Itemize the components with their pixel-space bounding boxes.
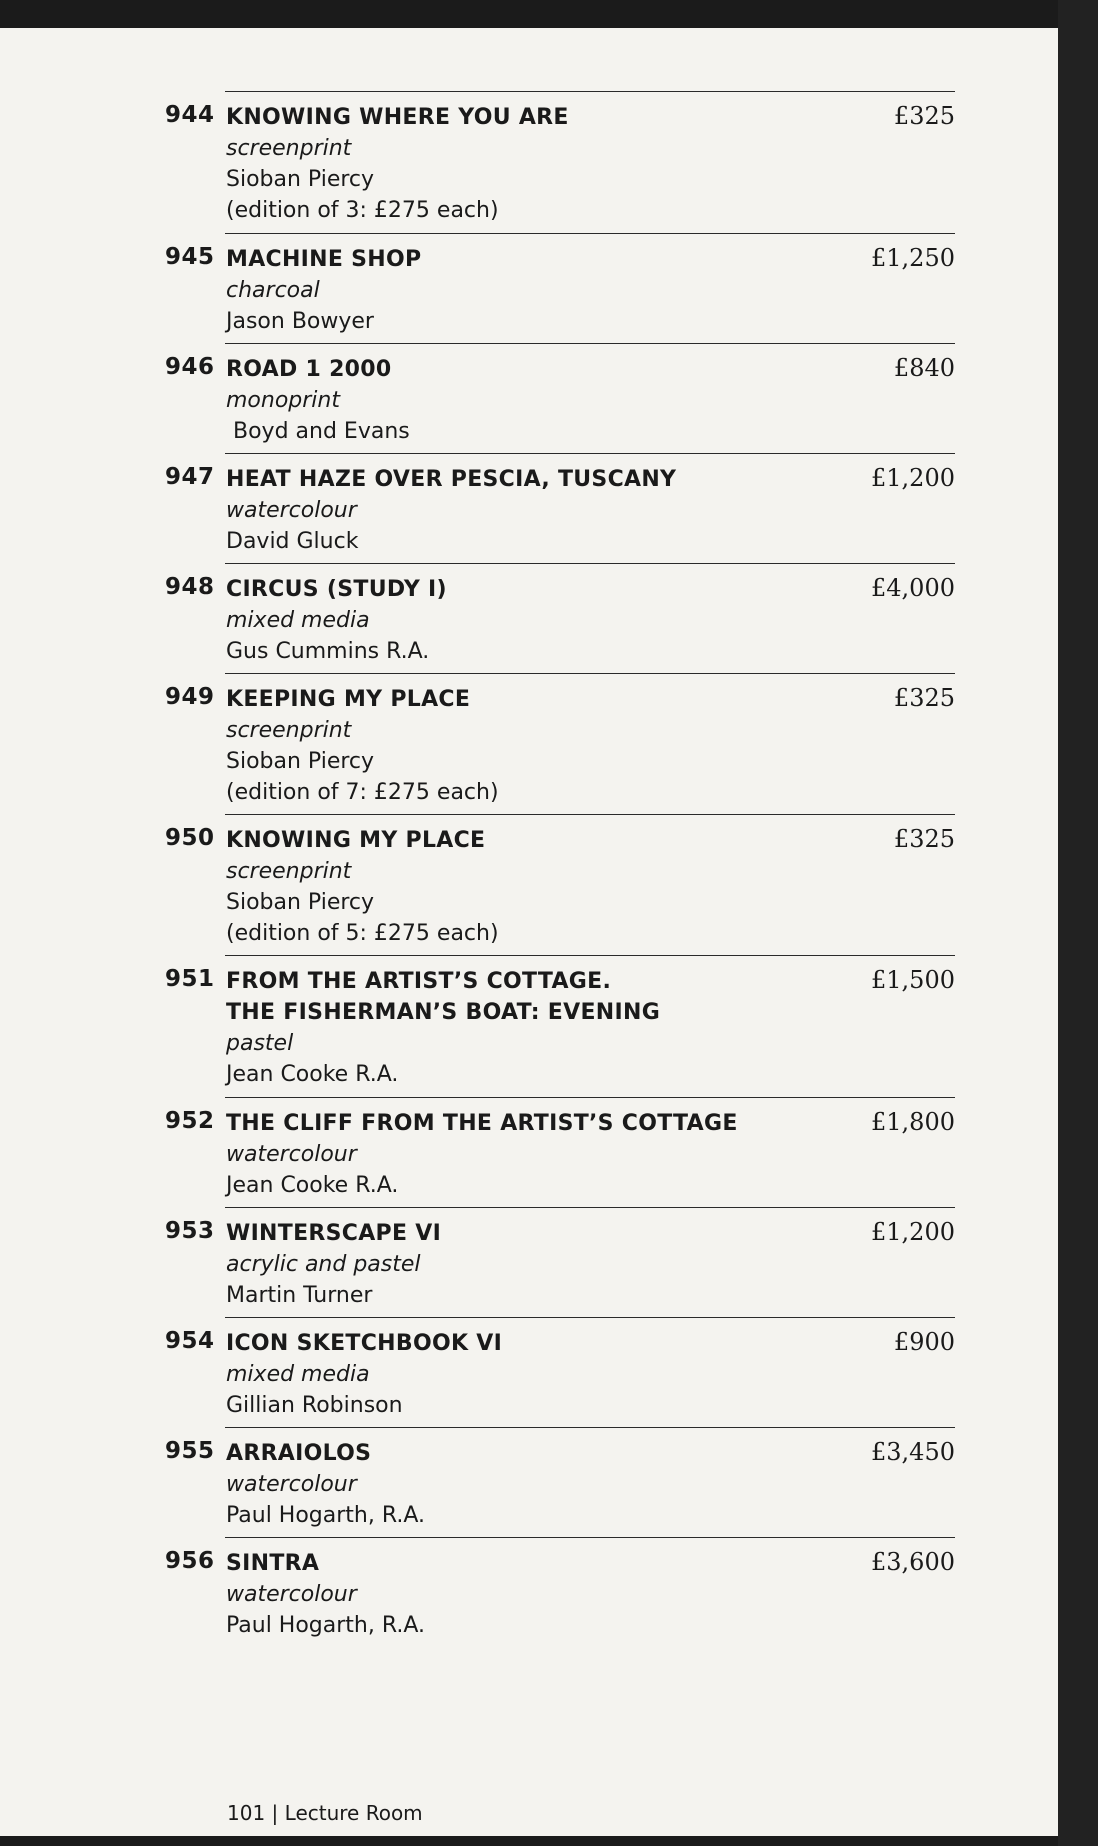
entry-edition-note: (edition of 3: £275 each) bbox=[226, 198, 499, 223]
entry-title: SINTRA bbox=[226, 1551, 320, 1576]
entry-number: 947 bbox=[165, 464, 215, 490]
entry-number: 953 bbox=[165, 1218, 215, 1244]
entry-edition-note: (edition of 5: £275 each) bbox=[226, 921, 499, 946]
scan-background bbox=[1058, 0, 1098, 1846]
entry-title: WINTERSCAPE VI bbox=[226, 1221, 442, 1246]
entry-price: £1,200 bbox=[871, 1218, 955, 1246]
catalogue-entry bbox=[165, 453, 955, 562]
entry-artist: Martin Turner bbox=[226, 1283, 373, 1308]
catalogue-list bbox=[0, 28, 1058, 1836]
entry-price: £1,800 bbox=[871, 1108, 955, 1136]
entry-price: £3,600 bbox=[871, 1548, 955, 1576]
entry-artist: Paul Hogarth, R.A. bbox=[226, 1503, 426, 1528]
entry-title: THE CLIFF FROM THE ARTIST’S COTTAGE bbox=[226, 1111, 738, 1136]
entry-number: 948 bbox=[165, 574, 215, 600]
entry-medium: screenprint bbox=[226, 718, 352, 743]
entry-number: 956 bbox=[165, 1548, 215, 1574]
entry-price: £1,500 bbox=[871, 966, 955, 994]
entry-price: £900 bbox=[893, 1328, 955, 1356]
catalogue-entry bbox=[165, 814, 955, 954]
entry-medium: charcoal bbox=[226, 278, 320, 303]
entry-medium: watercolour bbox=[226, 1472, 357, 1497]
entry-number: 955 bbox=[165, 1438, 215, 1464]
entry-medium: screenprint bbox=[226, 859, 352, 884]
entry-artist: Gus Cummins R.A. bbox=[226, 639, 430, 664]
entry-price: £325 bbox=[893, 102, 955, 130]
entry-title: ICON SKETCHBOOK VI bbox=[226, 1331, 503, 1356]
entry-number: 954 bbox=[165, 1328, 215, 1354]
catalogue-entry bbox=[165, 1317, 955, 1426]
entry-price: £840 bbox=[893, 354, 955, 382]
entry-number: 950 bbox=[165, 825, 215, 851]
entry-price: £325 bbox=[893, 825, 955, 853]
entry-price: £1,250 bbox=[871, 244, 955, 272]
entry-medium: mixed media bbox=[226, 1362, 370, 1387]
entry-medium: mixed media bbox=[226, 608, 370, 633]
catalogue-entry bbox=[165, 1537, 955, 1646]
entry-number: 945 bbox=[165, 244, 215, 270]
catalogue-page bbox=[0, 28, 1058, 1836]
entry-title: ROAD 1 2000 bbox=[226, 357, 392, 382]
catalogue-entry bbox=[165, 673, 955, 813]
entry-price: £3,450 bbox=[871, 1438, 955, 1466]
catalogue-entry bbox=[165, 343, 955, 452]
catalogue-entry bbox=[165, 1207, 955, 1316]
entry-title: CIRCUS (STUDY I) bbox=[226, 577, 447, 602]
page-number: 101 bbox=[227, 1801, 266, 1825]
entry-artist: David Gluck bbox=[226, 529, 359, 554]
entry-artist: Paul Hogarth, R.A. bbox=[226, 1613, 426, 1638]
entry-price: £325 bbox=[893, 684, 955, 712]
entry-title: ARRAIOLOS bbox=[226, 1441, 372, 1466]
entry-number: 951 bbox=[165, 966, 215, 992]
entry-medium: pastel bbox=[226, 1031, 294, 1056]
entry-artist: Gillian Robinson bbox=[226, 1393, 403, 1418]
entry-title: KNOWING WHERE YOU ARE bbox=[226, 105, 569, 130]
entry-price: £4,000 bbox=[871, 574, 955, 602]
entry-medium: watercolour bbox=[226, 1142, 357, 1167]
entry-artist: Sioban Piercy bbox=[226, 749, 375, 774]
entry-title: KNOWING MY PLACE bbox=[226, 828, 486, 853]
entry-artist: Sioban Piercy bbox=[226, 890, 375, 915]
catalogue-entry bbox=[165, 233, 955, 342]
catalogue-entry bbox=[165, 955, 955, 1096]
entry-number: 952 bbox=[165, 1108, 215, 1134]
entry-price: £1,200 bbox=[871, 464, 955, 492]
section-name: Lecture Room bbox=[284, 1801, 423, 1825]
catalogue-entry bbox=[165, 563, 955, 672]
entry-artist: Boyd and Evans bbox=[233, 419, 410, 444]
entry-artist: Jean Cooke R.A. bbox=[226, 1062, 399, 1087]
entry-artist: Jean Cooke R.A. bbox=[226, 1173, 399, 1198]
entry-medium: acrylic and pastel bbox=[226, 1252, 421, 1277]
entry-number: 946 bbox=[165, 354, 215, 380]
entry-artist: Jason Bowyer bbox=[226, 309, 374, 334]
entry-medium: screenprint bbox=[226, 136, 352, 161]
entry-title: MACHINE SHOP bbox=[226, 247, 422, 272]
entry-number: 949 bbox=[165, 684, 215, 710]
entry-artist: Sioban Piercy bbox=[226, 167, 375, 192]
entry-number: 944 bbox=[165, 102, 215, 128]
entry-title: KEEPING MY PLACE bbox=[226, 687, 471, 712]
catalogue-entry bbox=[165, 1427, 955, 1536]
footer-separator: | bbox=[271, 1801, 279, 1825]
entry-title-line-2: THE FISHERMAN’S BOAT: EVENING bbox=[226, 1000, 661, 1025]
entry-edition-note: (edition of 7: £275 each) bbox=[226, 780, 499, 805]
entry-title: HEAT HAZE OVER PESCIA, TUSCANY bbox=[226, 467, 677, 492]
page-footer bbox=[227, 1801, 423, 1825]
catalogue-entry bbox=[165, 91, 955, 232]
entry-medium: watercolour bbox=[226, 1582, 357, 1607]
entry-medium: watercolour bbox=[226, 498, 357, 523]
entry-title: FROM THE ARTIST’S COTTAGE. bbox=[226, 969, 612, 994]
catalogue-entry bbox=[165, 1097, 955, 1206]
entry-medium: monoprint bbox=[226, 388, 340, 413]
